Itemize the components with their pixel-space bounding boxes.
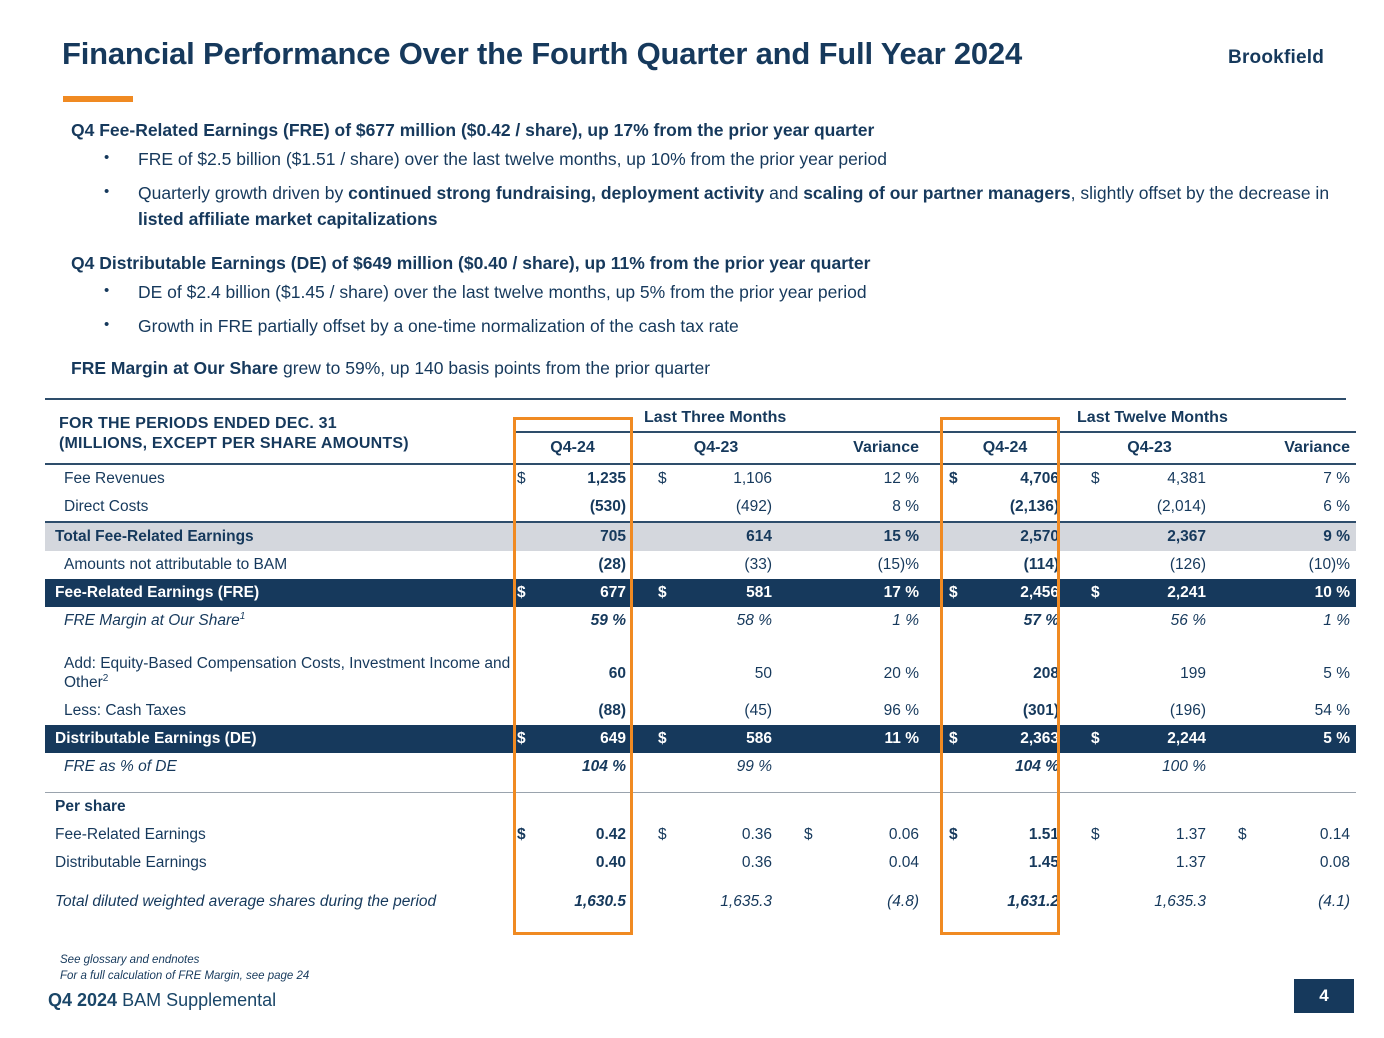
cell-value: (301) <box>1022 702 1060 719</box>
cell-symbol <box>513 888 535 916</box>
cell-value: (33) <box>744 556 772 573</box>
table-row-total-de <box>45 725 1356 753</box>
row-label: FRE as % of DE <box>64 758 177 775</box>
table-row <box>45 821 1356 849</box>
highlight-lead-2: Q4 Distributable Earnings (DE) of $649 million ($0.40 / share), up 11% from the prior year quarter <box>71 253 871 273</box>
cell-value: 1,235 <box>535 464 632 493</box>
bullet-text: DE of $2.4 billion ($1.45 / share) over the last twelve months, up 5% from the prior year period <box>138 282 867 302</box>
cell-value: 2,456 <box>967 579 1065 607</box>
cell-symbol <box>654 551 682 579</box>
bullet-text: Growth in FRE partially offset by a one-time normalization of the cash tax rate <box>138 315 739 336</box>
cell-symbol <box>1087 551 1115 579</box>
row-label: Amounts not attributable to BAM <box>64 556 288 573</box>
cell-symbol: $ <box>1087 725 1115 753</box>
footer-deck-title <box>48 990 276 1011</box>
cell-symbol <box>1087 849 1115 877</box>
cell-value: 7 % <box>1262 464 1356 493</box>
cell-symbol <box>1234 551 1262 579</box>
financial-table <box>45 404 1356 916</box>
cell-value: 59 % <box>590 612 626 629</box>
footer-quarter: Q4 2024 <box>48 990 118 1010</box>
cell-symbol <box>1234 464 1262 493</box>
cell-value: 4,706 <box>967 464 1065 493</box>
page-number-badge: 4 <box>1294 979 1354 1013</box>
cell-symbol <box>1234 697 1262 725</box>
bullet-dot-icon: • <box>104 182 110 200</box>
brand-logo: Brookfield <box>1228 47 1324 68</box>
cell-symbol: $ <box>1087 579 1115 607</box>
table-row <box>45 551 1356 579</box>
cell-symbol <box>800 607 828 635</box>
bullet-text: FRE of $2.5 billion ($1.51 / share) over the last twelve months, up 10% from the prior year period <box>138 149 887 169</box>
table-group-header-row <box>45 404 1356 432</box>
cell-value: 1,630.5 <box>574 893 626 910</box>
cell-symbol <box>945 753 967 781</box>
cell-symbol <box>800 725 828 753</box>
units-line-2: (MILLIONS, EXCEPT PER SHARE AMOUNTS) <box>59 434 409 452</box>
cell-value: (45) <box>744 702 772 719</box>
group-header-last-twelve-months: Last Twelve Months <box>1077 408 1228 426</box>
footnote-line-1: See glossary and endnotes <box>60 954 200 966</box>
cell-value: (28) <box>598 556 626 573</box>
cell-value: 0.36 <box>741 826 772 843</box>
table-row-fre-pct-de <box>45 753 1356 781</box>
table-row <box>45 849 1356 877</box>
bullet-item <box>104 279 1359 306</box>
footnotes <box>60 952 309 985</box>
cell-symbol <box>945 697 967 725</box>
cell-symbol <box>1087 697 1115 725</box>
cell-value: (10)% <box>1308 556 1351 573</box>
row-label-text: Add: Equity-Based Compensation Costs, Investment Income and Other <box>64 655 511 692</box>
cell-symbol <box>1234 579 1262 607</box>
cell-symbol <box>1234 651 1262 697</box>
footnote-line-2: For a full calculation of FRE Margin, see page 24 <box>60 970 310 983</box>
cell-symbol <box>1234 888 1262 916</box>
bullet-item <box>104 180 1359 233</box>
cell-symbol <box>513 493 535 522</box>
row-label: Direct Costs <box>64 498 149 515</box>
cell-value: 54 % <box>1314 702 1351 719</box>
cell-value: 96 % <box>883 702 919 719</box>
cell-symbol <box>654 697 682 725</box>
col-header-q4-24-3m: Q4-24 <box>513 432 632 464</box>
cell-symbol <box>654 493 682 522</box>
cell-value: 20 % <box>883 665 919 682</box>
cell-value: 677 <box>535 579 632 607</box>
cell-value: 705 <box>535 522 632 551</box>
cell-value: 1.37 <box>1175 826 1207 843</box>
cell-value: 0.08 <box>1319 854 1351 871</box>
cell-value: 8 % <box>892 498 919 515</box>
cell-value: 1.37 <box>1175 854 1207 871</box>
col-header-variance-3m: Variance <box>800 432 925 464</box>
cell-value: 649 <box>535 725 632 753</box>
cell-symbol <box>800 522 828 551</box>
cell-value: (196) <box>1169 702 1207 719</box>
cell-symbol <box>945 651 967 697</box>
cell-value: 1 % <box>892 612 919 629</box>
cell-symbol <box>1087 888 1115 916</box>
bullet-text: Quarterly growth driven by continued strong fundraising, deployment activity and scaling of our partner managers, slightly offset by the decrease in listed affiliate market capitalizations <box>138 182 1330 230</box>
row-label <box>45 651 513 697</box>
table-row <box>45 464 1356 493</box>
cell-value: 15 % <box>828 522 925 551</box>
row-label: Fee Revenues <box>45 464 513 493</box>
row-label-text: FRE Margin at Our Share <box>64 612 240 630</box>
cell-symbol <box>945 493 967 522</box>
cell-value: (2,014) <box>1156 498 1207 515</box>
cell-symbol <box>800 697 828 725</box>
cell-symbol <box>1087 522 1115 551</box>
footnote-marker: 2 <box>102 673 109 685</box>
cell-symbol <box>513 849 535 877</box>
cell-value: (492) <box>735 498 772 515</box>
cell-symbol <box>1087 651 1115 697</box>
cell-symbol: $ <box>513 579 535 607</box>
cell-value: 586 <box>682 725 778 753</box>
table-spacer-row <box>45 781 1356 793</box>
cell-symbol: $ <box>654 464 682 493</box>
cell-value: 0.04 <box>888 854 919 871</box>
cell-value: 0.14 <box>1319 826 1351 843</box>
cell-symbol <box>654 849 682 877</box>
cell-value: 208 <box>1033 665 1060 682</box>
cell-symbol <box>945 607 967 635</box>
cell-value: 2,241 <box>1115 579 1212 607</box>
cell-value: 11 % <box>828 725 925 753</box>
table-units-caption <box>45 404 513 464</box>
cell-symbol <box>1234 522 1262 551</box>
row-label: Total diluted weighted average shares during the period <box>55 893 437 910</box>
cell-value: 57 % <box>1023 612 1060 629</box>
cell-symbol <box>654 607 682 635</box>
row-label: Distributable Earnings <box>55 854 207 871</box>
cell-symbol <box>1234 607 1262 635</box>
row-label: Distributable Earnings (DE) <box>45 725 513 753</box>
cell-value: 1,635.3 <box>1154 893 1207 910</box>
cell-value: (4.1) <box>1318 893 1351 910</box>
cell-symbol <box>800 579 828 607</box>
cell-symbol <box>654 522 682 551</box>
cell-symbol <box>513 697 535 725</box>
table-row-subtotal <box>45 522 1356 551</box>
cell-value: 0.36 <box>741 854 772 871</box>
cell-value: (114) <box>1023 556 1060 573</box>
cell-value: 5 % <box>1323 665 1351 682</box>
financial-table-wrapper <box>45 404 1351 916</box>
cell-symbol <box>513 753 535 781</box>
cell-value: (126) <box>1169 556 1207 573</box>
cell-value: (530) <box>589 498 626 515</box>
cell-value: 1 % <box>1323 612 1351 629</box>
cell-symbol: $ <box>945 725 967 753</box>
table-top-rule <box>45 398 1346 400</box>
row-label: Per share <box>45 793 513 822</box>
col-header-q4-23-3m: Q4-23 <box>654 432 778 464</box>
cell-symbol <box>513 651 535 697</box>
table-row-fre-margin <box>45 607 1356 635</box>
cell-symbol <box>654 753 682 781</box>
cell-symbol <box>654 651 682 697</box>
cell-symbol: $ <box>945 464 967 493</box>
cell-symbol <box>800 551 828 579</box>
cell-symbol <box>513 551 535 579</box>
cell-value: 12 % <box>828 464 925 493</box>
footer-deck-name: BAM Supplemental <box>117 990 277 1010</box>
bullet-dot-icon: • <box>104 315 110 333</box>
cell-symbol <box>945 849 967 877</box>
cell-symbol <box>1087 607 1115 635</box>
cell-value: 60 <box>608 665 626 682</box>
cell-value: 6 % <box>1323 498 1351 515</box>
cell-symbol <box>513 607 535 635</box>
table-row <box>45 493 1356 522</box>
cell-value: (88) <box>598 702 626 719</box>
table-row <box>45 651 1356 697</box>
cell-symbol: $ <box>654 725 682 753</box>
cell-value: 0.42 <box>595 826 626 843</box>
cell-symbol <box>800 493 828 522</box>
cell-symbol: $ <box>1238 826 1247 843</box>
row-label <box>45 607 513 635</box>
cell-value: 581 <box>682 579 778 607</box>
row-label: Total Fee-Related Earnings <box>45 522 513 551</box>
highlight-bullets-1 <box>104 146 1359 233</box>
cell-value: 1,106 <box>682 464 778 493</box>
table-spacer-row <box>45 877 1356 888</box>
cell-symbol: $ <box>1091 826 1100 843</box>
row-label: Fee-Related Earnings <box>55 826 206 843</box>
bullet-item <box>104 146 1359 173</box>
cell-value: 2,244 <box>1115 725 1212 753</box>
table-row-diluted-shares <box>45 888 1356 916</box>
cell-value: 99 % <box>736 758 772 775</box>
bullet-dot-icon: • <box>104 149 110 166</box>
highlight-bullets-2 <box>104 279 1359 339</box>
cell-symbol <box>800 849 828 877</box>
cell-symbol <box>800 651 828 697</box>
cell-value: 9 % <box>1262 522 1356 551</box>
table-spacer-row <box>45 635 1356 651</box>
highlight-lead-1: Q4 Fee-Related Earnings (FRE) of $677 million ($0.42 / share), up 17% from the prior year quarter <box>71 120 875 140</box>
cell-value: 58 % <box>736 612 772 629</box>
col-header-q4-24-12m: Q4-24 <box>945 432 1065 464</box>
cell-symbol <box>945 522 967 551</box>
cell-value: 4,381 <box>1115 464 1212 493</box>
cell-value: 100 % <box>1162 758 1207 775</box>
table-row-total-fre <box>45 579 1356 607</box>
cell-value: 17 % <box>828 579 925 607</box>
cell-symbol <box>1087 753 1115 781</box>
row-label: Less: Cash Taxes <box>64 702 187 719</box>
cell-symbol <box>945 888 967 916</box>
cell-symbol: $ <box>513 464 535 493</box>
cell-value: 1.51 <box>1028 826 1060 843</box>
cell-symbol: $ <box>945 579 967 607</box>
cell-symbol: $ <box>804 826 813 843</box>
cell-value: 2,570 <box>967 522 1065 551</box>
cell-value: (15)% <box>877 556 919 573</box>
cell-value <box>1262 753 1356 781</box>
cell-value: (4.8) <box>887 893 919 910</box>
cell-value: 2,363 <box>967 725 1065 753</box>
cell-symbol: $ <box>949 826 958 843</box>
cell-symbol: $ <box>1087 464 1115 493</box>
cell-symbol <box>1234 753 1262 781</box>
cell-symbol <box>1234 849 1262 877</box>
cell-value: 104 % <box>1015 758 1060 775</box>
page-title: Financial Performance Over the Fourth Quarter and Full Year 2024 <box>62 36 1023 71</box>
row-label: Fee-Related Earnings (FRE) <box>45 579 513 607</box>
accent-bar <box>63 96 133 102</box>
cell-value: 104 % <box>582 758 626 775</box>
cell-value: 50 <box>754 665 772 682</box>
cell-value: 1,631.2 <box>1007 893 1060 910</box>
cell-symbol <box>1234 725 1262 753</box>
table-section-header-per-share <box>45 793 1356 822</box>
col-header-variance-12m: Variance <box>1234 432 1356 464</box>
cell-value: 1,635.3 <box>720 893 772 910</box>
units-line-1: FOR THE PERIODS ENDED DEC. 31 <box>59 414 337 432</box>
col-header-q4-23-12m: Q4-23 <box>1087 432 1212 464</box>
cell-symbol <box>513 522 535 551</box>
cell-symbol <box>800 753 828 781</box>
cell-symbol: $ <box>654 579 682 607</box>
cell-value: 199 <box>1180 665 1207 682</box>
cell-value: 0.06 <box>888 826 919 843</box>
table-row <box>45 697 1356 725</box>
cell-symbol: $ <box>658 826 667 843</box>
cell-value: 10 % <box>1262 579 1356 607</box>
cell-value: 614 <box>682 522 778 551</box>
fre-margin-note: FRE Margin at Our Share grew to 59%, up 140 basis points from the prior quarter <box>71 358 711 378</box>
bullet-item <box>104 313 1359 340</box>
cell-value: 2,367 <box>1115 522 1212 551</box>
cell-symbol <box>800 464 828 493</box>
footnote-marker: 1 <box>239 611 246 623</box>
cell-value: 56 % <box>1170 612 1207 629</box>
cell-value: 0.40 <box>595 854 626 871</box>
cell-symbol <box>1234 493 1262 522</box>
cell-symbol: $ <box>513 725 535 753</box>
cell-symbol <box>945 551 967 579</box>
cell-value: (2,136) <box>1009 498 1060 515</box>
cell-symbol: $ <box>517 826 526 843</box>
cell-value: 1.45 <box>1028 854 1060 871</box>
group-header-last-three-months: Last Three Months <box>644 408 787 426</box>
cell-value: 5 % <box>1262 725 1356 753</box>
cell-symbol <box>654 888 682 916</box>
cell-symbol <box>1087 493 1115 522</box>
cell-value <box>828 753 925 781</box>
bullet-dot-icon: • <box>104 282 110 299</box>
cell-symbol <box>800 888 828 916</box>
